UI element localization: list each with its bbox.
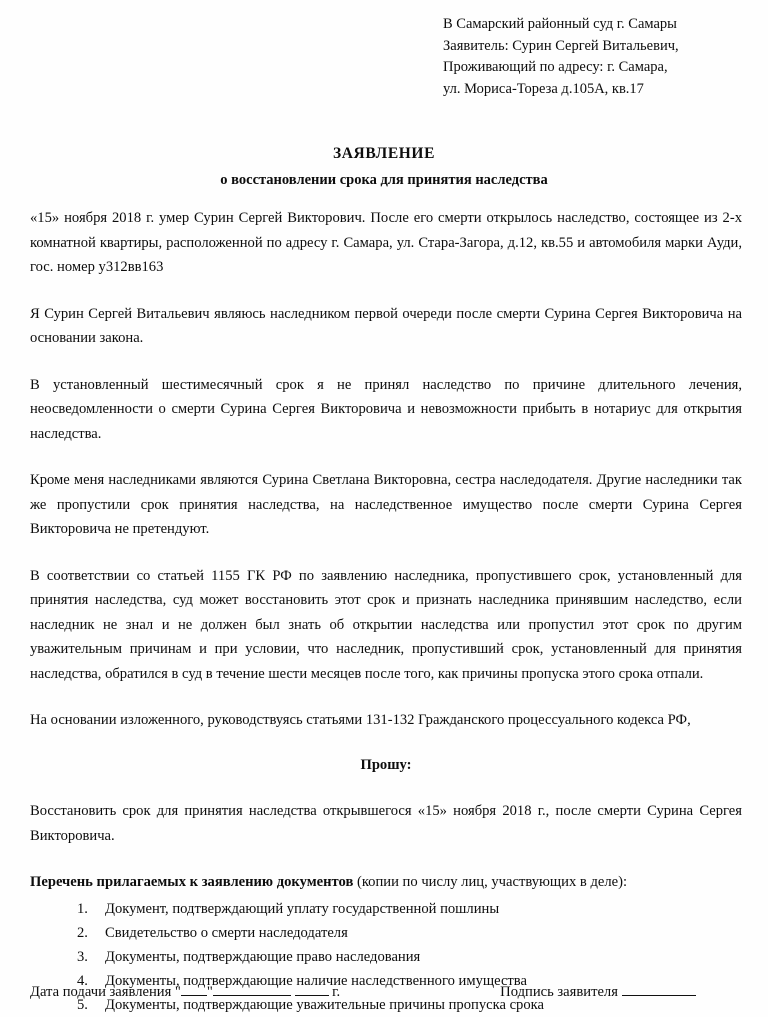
date-day-blank <box>181 995 207 996</box>
list-item: Документы, подтверждающие наличие наследственного имущества <box>105 972 527 989</box>
request-heading: Прошу: <box>360 756 412 773</box>
paragraph-first-order-heir: Я Сурин Сергей Витальевич являюсь наследником первой очереди после смерти Сурина Сергея Викторовича на основании закона. <box>30 305 742 346</box>
date-month-blank <box>213 995 291 996</box>
attachments-heading <box>30 870 742 895</box>
date-label-quote: " <box>206 984 213 1000</box>
attachments-heading-strong: Перечень прилагаемых к заявлению документов <box>30 874 354 890</box>
paragraph-article-1155: В соответствии со статьей 1155 ГК РФ по заявлению наследника, пропустившего срок, установленный для принятия наследства, суд может восстановить этот срок и признать наследника принявшим наследство, если наследник не знал и не должен был знать об открытии наследства или пропустил этот срок по другим уважительным причинам и при условии, что наследник, пропустивший срок, установленный для принятия наследства, обратился в суд в течение шести месяцев после того, как причины пропуска этого срока отпали. <box>30 567 742 682</box>
list-item: Документы, подтверждающие уважительные причины пропуска срока <box>105 996 545 1013</box>
date-year-blank <box>295 995 329 996</box>
signature-blank <box>622 995 696 996</box>
date-label-suffix: г. <box>332 984 341 1000</box>
request-body: Восстановить срок для принятия наследства открывшегося «15» ноября 2018 г., после смерти Сурина Сергея Викторовича. <box>30 803 742 844</box>
attachments-heading-rest: (копии по числу лиц, участвующих в деле): <box>353 874 628 890</box>
signature-field <box>500 982 695 1002</box>
list-item: Документ, подтверждающий уплату государственной пошлины <box>105 900 500 917</box>
document-footer <box>30 982 742 1002</box>
signature-label: Подпись заявителя <box>500 984 618 1000</box>
applicant-address-line-1: Проживающий по адресу: г. Самара, <box>443 59 668 75</box>
paragraph-other-heirs: Кроме меня наследниками являются Сурина Светлана Викторовна, сестра наследодателя. Другие наследники так же пропустили срок принятия наследства, на наследственное имущество после смерти Сурина Сергея Викторовича не претендуют. <box>30 472 742 537</box>
date-label-prefix: Дата подачи заявления " <box>30 984 181 1000</box>
paragraph-inheritance-opened: «15» ноября 2018 г. умер Сурин Сергей Викторович. После его смерти открылось наследство, состоящее из 2-х комнатной квартиры, расположенной по адресу г. Самара, ул. Стара-Загора, д.12, кв.55 и автомобиля марки Ауди, гос. номер у312вв163 <box>30 210 742 275</box>
page-title: ЗАЯВЛЕНИЕ <box>332 145 436 162</box>
document-body <box>30 206 742 1017</box>
addressee-header-block <box>443 14 743 100</box>
date-of-filing-field <box>30 982 340 1002</box>
court-name-line: В Самарский районный суд г. Самары <box>443 16 677 32</box>
list-item: Свидетельство о смерти наследодателя <box>105 924 348 941</box>
document-title-block <box>30 144 738 191</box>
paragraph-legal-basis-131-132: На основании изложенного, руководствуясь статьями 131-132 Гражданского процессуального кодекса РФ, <box>30 712 691 728</box>
page-subtitle: о восстановлении срока для принятия наследства <box>220 172 548 188</box>
list-item: Документы, подтверждающие право наследования <box>105 948 421 965</box>
paragraph-missed-six-month-term: В установленный шестимесячный срок я не принял наследство по причине длительного лечения, неосведомленности о смерти Сурина Сергея Викторовича и невозможности прибыть в нотариус для открытия наследства. <box>30 376 742 442</box>
applicant-address-line-2: ул. Мориса-Тореза д.105А, кв.17 <box>443 80 644 97</box>
applicant-name-line: Заявитель: Сурин Сергей Витальевич, <box>443 37 679 54</box>
